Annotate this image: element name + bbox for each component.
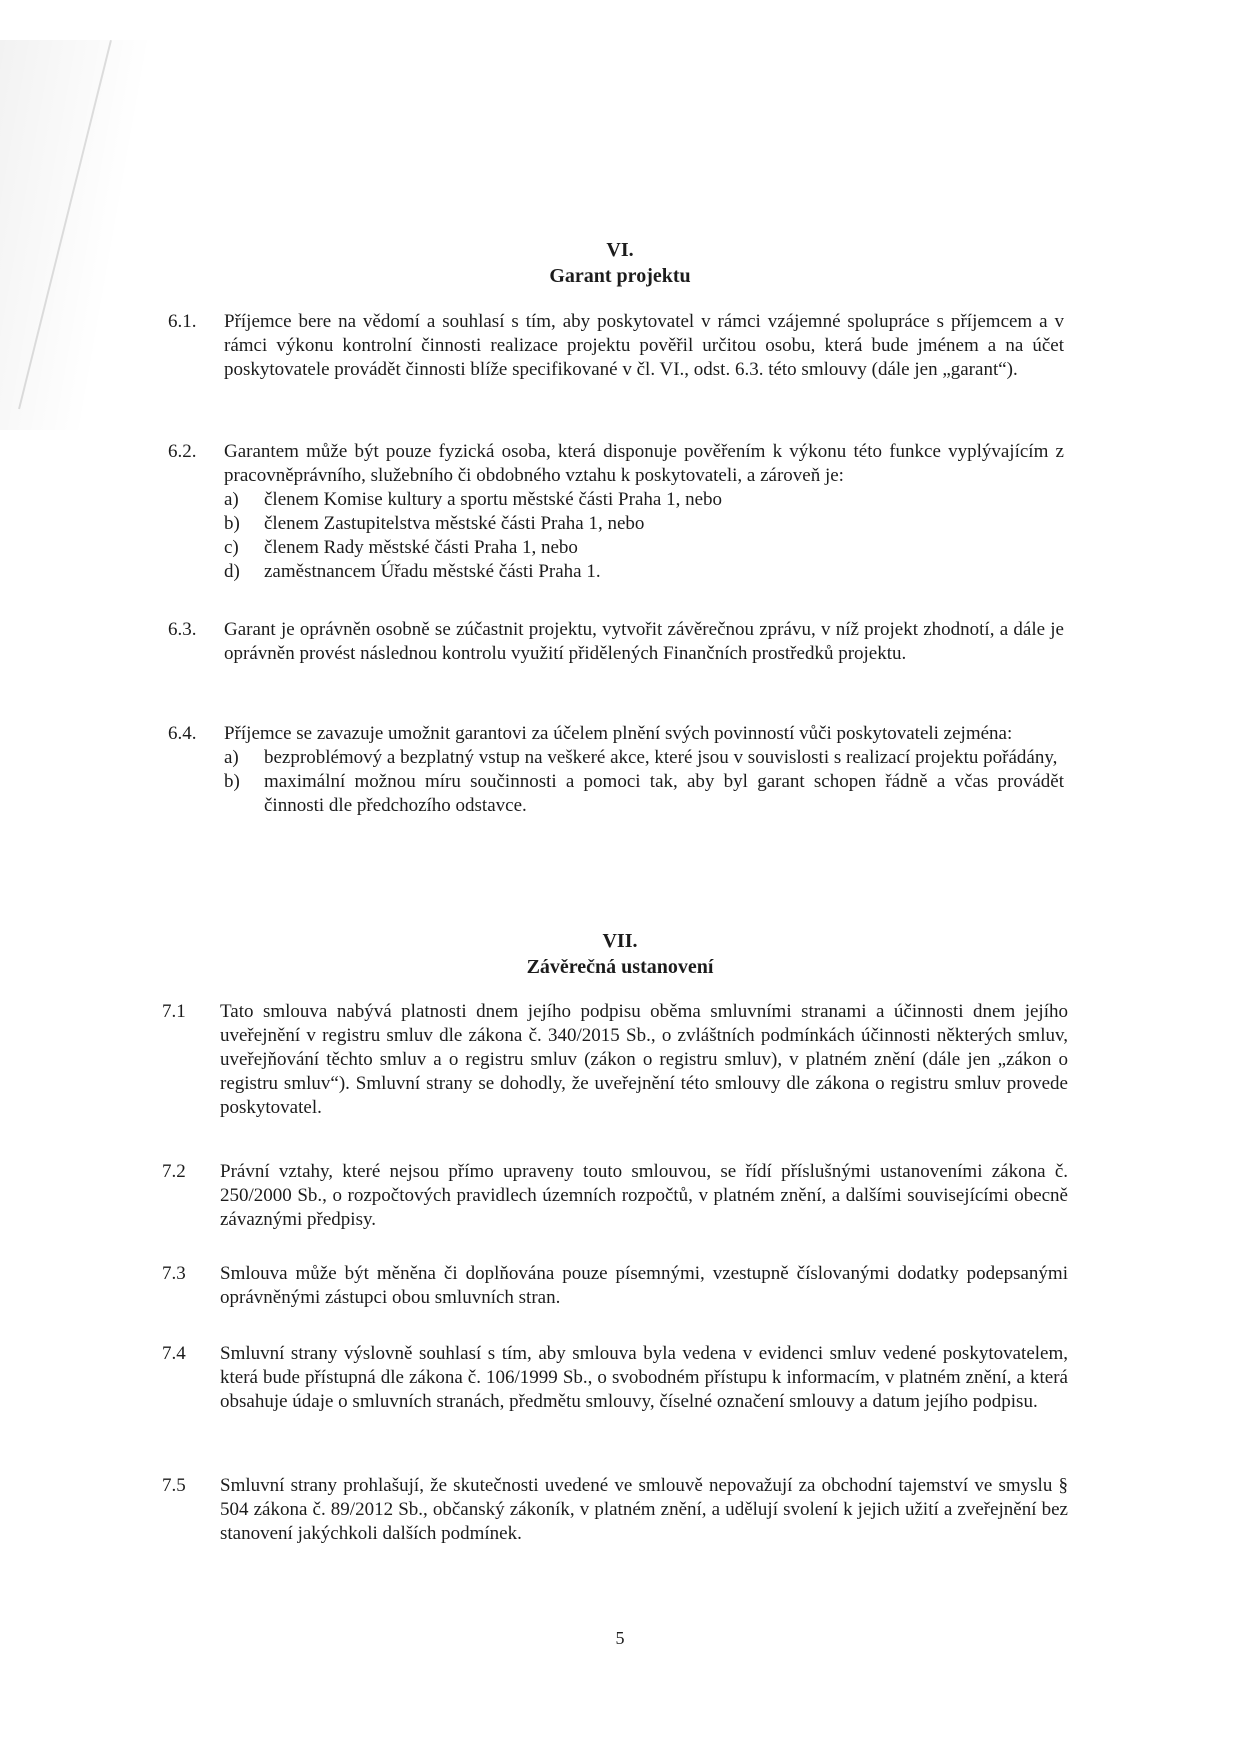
clause-number: 6.2.: [168, 441, 197, 462]
list-label: c): [224, 537, 239, 558]
list-label: b): [224, 771, 240, 792]
list-item: [224, 560, 1064, 584]
page-number: 5: [615, 1628, 625, 1648]
list-item: [224, 770, 1064, 818]
list-label: b): [224, 513, 240, 534]
clause-text: Tato smlouva nabývá platnosti dnem jejího podpisu oběma smluvními stranami a účinnosti dnem jejího uveřejnění v registru smluv dle zákona č. 340/2015 Sb., o zvláštních podmínkách účinnosti některých smluv, uveřejňování těchto smluv a o registru smluv (zákon o registru smluv), v platném znění (dále jen „zákon o registru smluv“). Smluvní strany se dohodly, že uveřejnění této smlouvy dle zákona o registru smluv provede poskytovatel.: [220, 1001, 1068, 1118]
clause-text: Příjemce bere na vědomí a souhlasí s tím, aby poskytovatel v rámci vzájemné spolupráce s příjemcem a v rámci výkonu kontrolní činnosti realizace projektu pověřil určitou osobu, která bude jménem a na účet poskytovatele provádět činnosti blíže specifikované v čl. VI., odst. 6.3. této smlouvy (dále jen „garant“).: [224, 311, 1064, 380]
list-item: [224, 536, 1064, 560]
clause-number: 6.1.: [168, 311, 197, 332]
clause-text: Smlouva může být měněna či doplňována pouze písemnými, vzestupně číslovanými dodatky podepsanými oprávněnými zástupci obou smluvních stran.: [220, 1263, 1068, 1308]
list-item: [224, 746, 1064, 770]
list-item: [224, 512, 1064, 536]
list-text: maximální možnou míru součinnosti a pomoci tak, aby byl garant schopen řádně a včas provádět činnosti dle předchozího odstavce.: [264, 771, 1064, 816]
section-vii-title: Závěrečná ustanovení: [526, 956, 714, 978]
list-text: členem Rady městské části Praha 1, nebo: [264, 537, 578, 558]
section-vii-number: VII.: [602, 930, 638, 952]
clause-number: 7.2: [162, 1161, 186, 1182]
clause-number: 7.4: [162, 1343, 186, 1364]
section-vi-title: Garant projektu: [549, 265, 691, 287]
list-text: členem Komise kultury a sportu městské části Praha 1, nebo: [264, 489, 723, 510]
clause-text: Garantem může být pouze fyzická osoba, která disponuje pověřením k výkonu této funkce vyplývajícím z pracovněprávního, služebního či obdobného vztahu k poskytovateli, a zároveň je:: [224, 441, 1064, 486]
list-text: zaměstnancem Úřadu městské části Praha 1.: [264, 561, 601, 582]
clause-number: 7.5: [162, 1475, 186, 1496]
clause-text: Garant je oprávněn osobně se zúčastnit projektu, vytvořit závěrečnou zprávu, v níž projekt zhodnotí, a dále je oprávněn provést následnou kontrolu využití přidělených Finančních prostředků projektu.: [224, 619, 1064, 664]
list-text: členem Zastupitelstva městské části Praha 1, nebo: [264, 513, 645, 534]
list-label: d): [224, 561, 240, 582]
clause-text: Smluvní strany prohlašují, že skutečnosti uvedené ve smlouvě nepovažují za obchodní tajemství ve smyslu § 504 zákona č. 89/2012 Sb., občanský zákoník, v platném znění, a udělují svolení k jejich užití a zveřejnění bez stanovení jakýchkoli dalších podmínek.: [220, 1475, 1068, 1544]
list-label: a): [224, 747, 239, 768]
clause-number: 7.3: [162, 1263, 186, 1284]
scan-shadow: [0, 40, 150, 430]
section-vi-number: VI.: [606, 239, 634, 261]
clause-text: Příjemce se zavazuje umožnit garantovi za účelem plnění svých povinností vůči poskytovateli zejména:: [224, 723, 1013, 744]
clause-number: 6.4.: [168, 723, 197, 744]
list-text: bezproblémový a bezplatný vstup na veškeré akce, které jsou v souvislosti s realizací projektu pořádány,: [264, 747, 1058, 768]
list-label: a): [224, 489, 239, 510]
clause-text: Smluvní strany výslovně souhlasí s tím, aby smlouva byla vedena v evidenci smluv vedené poskytovatelem, která bude přístupná dle zákona č. 106/1999 Sb., o svobodném přístupu k informacím, v platném znění, a která obsahuje údaje o smluvních stranách, předmětu smlouvy, číselné označení smlouvy a datum jejího podpisu.: [220, 1343, 1068, 1412]
list-item: [224, 488, 1064, 512]
clause-number: 7.1: [162, 1001, 186, 1022]
clause-text: Právní vztahy, které nejsou přímo upraveny touto smlouvou, se řídí příslušnými ustanoveními zákona č. 250/2000 Sb., o rozpočtových pravidlech územních rozpočtů, v platném znění, a dalšími souvisejícími obecně závaznými předpisy.: [220, 1161, 1068, 1230]
clause-number: 6.3.: [168, 619, 197, 640]
